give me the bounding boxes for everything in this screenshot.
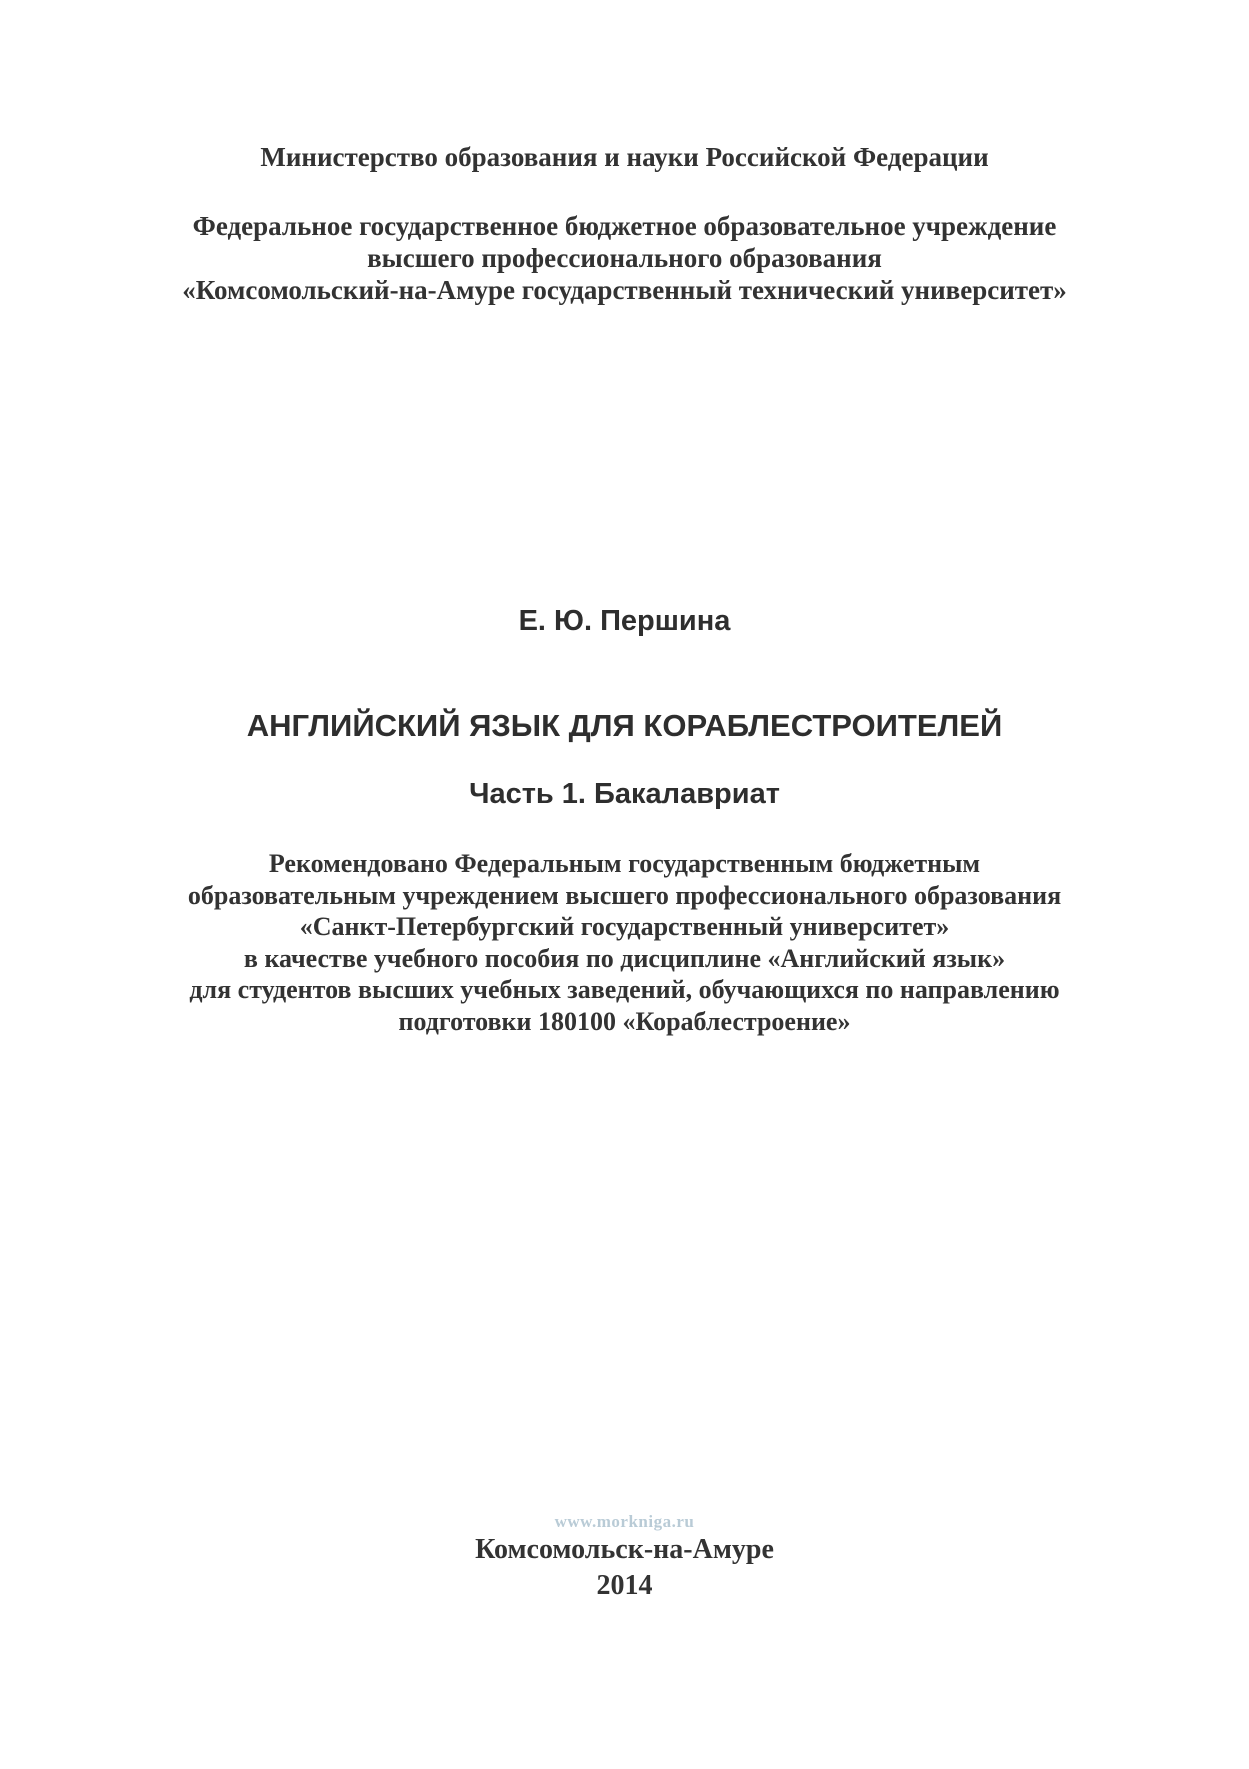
institution-line-2: высшего профессионального образования (367, 243, 882, 273)
recommendation-line-5: для студентов высших учебных заведений, обучающихся по направлению (189, 975, 1060, 1004)
author-line: Е. Ю. Першина (518, 605, 731, 637)
publication-city (0, 1532, 1249, 1568)
watermark (0, 1512, 1249, 1532)
recommendation-line-3: «Санкт-Петербургский государственный университет» (299, 912, 950, 941)
city-line: Комсомольск-на-Амуре (475, 1534, 774, 1565)
recommendation-line-2: образовательным учреждением высшего профессионального образования (187, 880, 1062, 910)
institution-name (0, 210, 1249, 306)
institution-line-1: Федеральное государственное бюджетное образовательное учреждение (192, 211, 1057, 241)
year-line: 2014 (596, 1570, 653, 1601)
ministry-name (0, 140, 1249, 174)
watermark-text: www.morkniga.ru (554, 1512, 695, 1531)
publication-year (0, 1568, 1249, 1604)
institution-line-3: «Комсомольский-на-Амуре государственный технический университет» (182, 275, 1067, 305)
recommendation-line-6: подготовки 180100 «Кораблестроение» (398, 1006, 851, 1036)
ministry-line: Министерство образования и науки Российской Федерации (260, 142, 989, 172)
book-subtitle (0, 776, 1249, 812)
subtitle-line: Часть 1. Бакалавриат (469, 778, 780, 810)
recommendation-line-4: в качестве учебного пособия по дисциплине «Английский язык» (243, 943, 1006, 973)
recommendation-line-1: Рекомендовано Федеральным государственным бюджетным (268, 849, 981, 878)
book-title (0, 706, 1249, 746)
title-line: АНГЛИЙСКИЙ ЯЗЫК ДЛЯ КОРАБЛЕСТРОИТЕЛЕЙ (246, 708, 1003, 743)
author-name (0, 603, 1249, 639)
recommendation-text (0, 848, 1249, 1037)
